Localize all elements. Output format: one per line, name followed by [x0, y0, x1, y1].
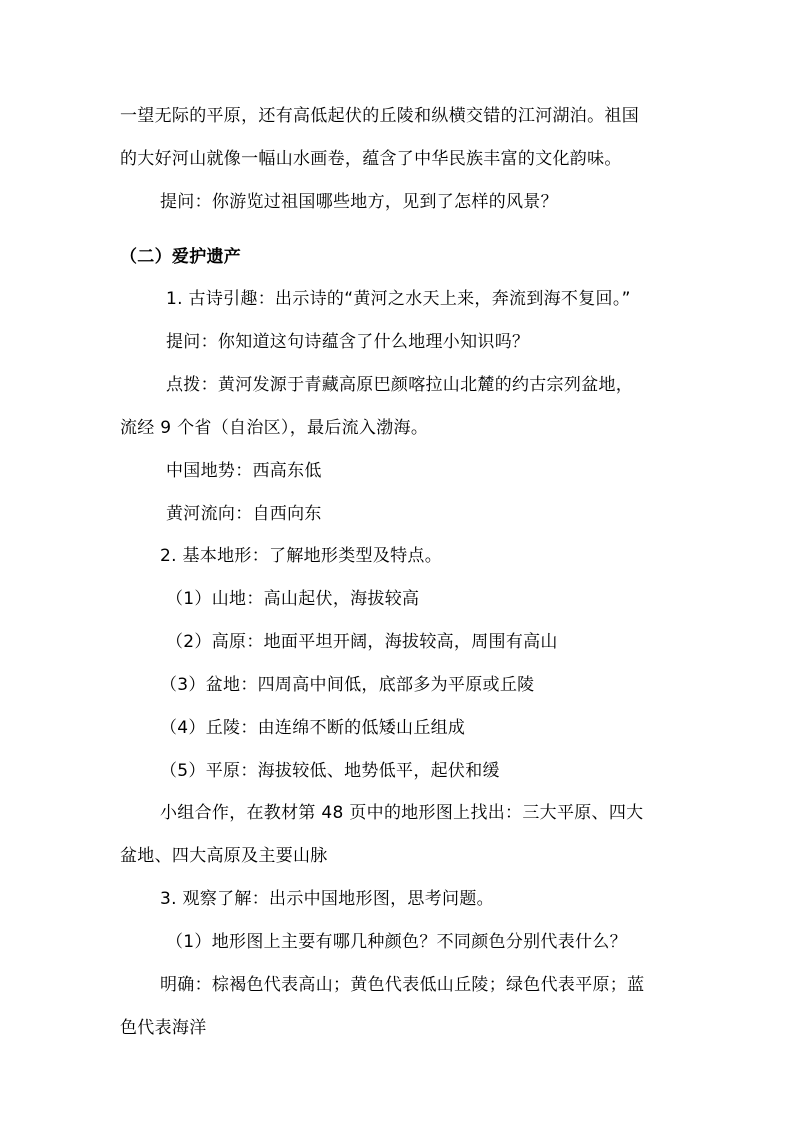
subheading-line: 3. 观察了解：出示中国地形图，思考问题。: [160, 889, 494, 909]
list-item: （2）高原：地面平坦开阔，海拔较高，周围有高山: [166, 632, 558, 652]
paragraph-line: 黄河流向：自西向东: [166, 504, 322, 524]
question-line: 提问：你知道这句诗蕴含了什么地理小知识吗？: [166, 332, 530, 352]
list-item: （3）盆地：四周高中间低，底部多为平原或丘陵: [160, 675, 535, 695]
paragraph-line: 流经 9 个省（自治区），最后流入渤海。: [120, 418, 429, 438]
subheading-line: 2. 基本地形：了解地形类型及特点。: [160, 546, 443, 566]
paragraph-line: 盆地、四大高原及主要山脉: [120, 846, 328, 866]
list-item: （1）山地：高山起伏，海拔较高: [166, 589, 420, 609]
paragraph-line: 1. 古诗引趣：出示诗的“黄河之水天上来，奔流到海不复回。”: [166, 289, 631, 309]
section-heading: （二）爱护遗产: [120, 247, 242, 267]
list-item: （1）地形图上主要有哪几种颜色？不同颜色分别代表什么？: [166, 932, 627, 952]
paragraph-line: 点拨：黄河发源于青藏高原巴颜喀拉山北麓的约古宗列盆地，: [166, 375, 634, 395]
list-item: （4）丘陵：由连绵不断的低矮山丘组成: [160, 718, 466, 738]
paragraph-line: 一望无际的平原，还有高低起伏的丘陵和纵横交错的江河湖泊。祖国: [120, 106, 639, 126]
paragraph-line: 色代表海洋: [120, 1018, 207, 1038]
list-item: （5）平原：海拔较低、地势低平，起伏和缓: [160, 761, 500, 781]
paragraph-line: 中国地势：西高东低: [166, 461, 322, 481]
paragraph-line: 小组合作，在教材第 48 页中的地形图上找出：三大平原、四大: [160, 803, 644, 823]
paragraph-line: 的大好河山就像一幅山水画卷，蕴含了中华民族丰富的文化韵味。: [120, 149, 622, 169]
paragraph-line: 明确：棕褐色代表高山；黄色代表低山丘陵；绿色代表平原；蓝: [160, 975, 645, 995]
question-line: 提问：你游览过祖国哪些地方，见到了怎样的风景？: [160, 192, 558, 212]
